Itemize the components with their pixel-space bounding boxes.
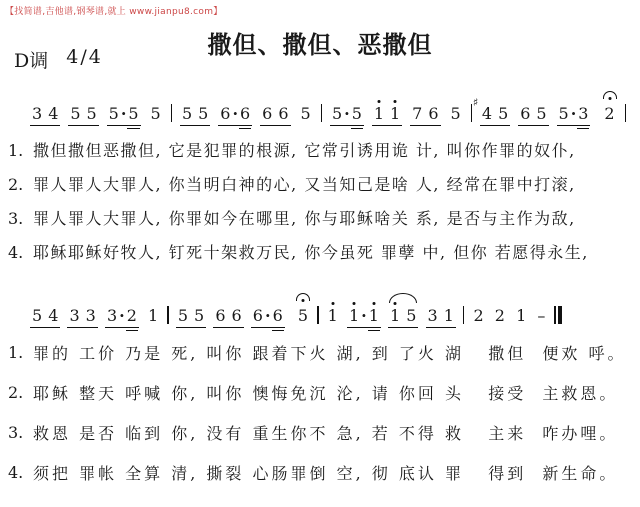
- notation-line-2: [30, 288, 562, 328]
- note-6: 6: [428, 104, 439, 123]
- note-5: 5: [108, 104, 119, 123]
- verses-lower: [8, 342, 640, 502]
- note-group: [107, 106, 141, 126]
- verse-text: 救恩 是否 临到 你, 没有 重生你不 急, 若 不得 救 主来 咋办哩。: [33, 424, 619, 443]
- note-5: 5: [331, 104, 343, 123]
- note-group: [472, 96, 510, 126]
- note-1: 1: [390, 306, 401, 325]
- note-3: 3: [85, 306, 96, 325]
- note-5: 5: [150, 104, 161, 123]
- dot-separator: ·: [120, 104, 127, 123]
- barline: [625, 104, 626, 122]
- note-group: [251, 308, 285, 328]
- final-barline-thin: [554, 306, 555, 324]
- verse-number: 3.: [8, 423, 24, 442]
- note-2: 2: [126, 306, 137, 325]
- verse-number: 2.: [8, 175, 24, 194]
- note-3: 3: [32, 104, 43, 123]
- time-signature: 4/4: [66, 46, 103, 68]
- note-group: [410, 106, 440, 126]
- song-title: 撒但、撒但、恶撒但: [207, 32, 433, 59]
- note-group: [518, 106, 548, 126]
- verse-number: 3.: [8, 209, 24, 228]
- note-5: 5: [450, 104, 461, 123]
- note-3: 3: [427, 306, 438, 325]
- note-3: 3: [69, 306, 80, 325]
- note-group: [372, 106, 402, 126]
- note-group: [298, 106, 312, 126]
- key-time-signature: [14, 46, 103, 73]
- note-group-slurred: [388, 308, 418, 328]
- note-group: [471, 308, 485, 328]
- barline: [171, 104, 172, 122]
- verse-text: 罪人罪人大罪人, 你罪如今在哪里, 你与耶稣啥关 系, 是否与主作为敌,: [33, 209, 576, 228]
- note-group: [146, 308, 160, 328]
- verse-number: 1.: [8, 343, 24, 362]
- barline: [471, 104, 472, 122]
- note-group: [330, 106, 364, 126]
- watermark-text: 【找简谱,吉他谱,钢琴谱,就上 www.jianpu8.com】: [5, 7, 223, 17]
- note-6: 6: [272, 306, 283, 325]
- verse-text: 耶稣耶稣好牧人, 钉死十架救万民, 你今虽死 罪孽 中, 但你 若愿得永生,: [33, 243, 589, 262]
- verse-number: 1.: [8, 141, 24, 160]
- note-group: [180, 106, 210, 126]
- note-group: [535, 308, 547, 328]
- note-1: 1: [443, 306, 454, 325]
- dot-separator: ·: [119, 306, 125, 325]
- verse-number: 4.: [8, 243, 24, 262]
- note-6: 6: [215, 306, 226, 325]
- note-1: 1: [516, 306, 527, 325]
- verse-text: 撒但撒但恶撒但, 它是犯罪的根源, 它常引诱用诡 计, 叫你作罪的奴仆,: [33, 141, 576, 160]
- verse-text: 罪的 工价 乃是 死, 叫你 跟着下火 湖, 到 了火 湖 撒但 便欢 呼。: [33, 344, 627, 363]
- note-group: [426, 308, 456, 328]
- note-7: 7: [412, 104, 423, 123]
- verse-number: 2.: [8, 383, 24, 402]
- verses-upper: [8, 140, 640, 276]
- dot-separator: ·: [344, 104, 350, 123]
- note-1: 1: [348, 306, 360, 325]
- note-group: [30, 308, 60, 328]
- note-2: 2: [494, 306, 505, 325]
- note-5: 5: [536, 104, 547, 123]
- note-group: [213, 308, 243, 328]
- note-5: 5: [558, 104, 569, 123]
- note-group: [292, 308, 310, 328]
- sharp-accidental: ♯: [472, 96, 479, 109]
- note-4: 4: [48, 104, 59, 123]
- verse-text: 罪人罪人大罪人, 你当明白神的心, 又当知己是啥 人, 经常在罪中打滚,: [33, 175, 576, 194]
- dot-separator: ·: [361, 306, 367, 325]
- note-4: 4: [48, 306, 59, 325]
- note-1: 1: [368, 306, 379, 325]
- note-4: ♯ 4: [472, 96, 493, 123]
- note-group: [514, 308, 528, 328]
- note-1: 1: [390, 104, 401, 123]
- note-group: [149, 106, 163, 126]
- barline: [463, 306, 464, 324]
- note-1: 1: [148, 306, 159, 325]
- note-group: [67, 308, 97, 328]
- note-group: [68, 106, 98, 126]
- note-5: 5: [351, 104, 362, 123]
- lyric-line: [8, 208, 640, 230]
- dot-separator: ·: [570, 104, 577, 123]
- note-5: 5: [177, 306, 189, 325]
- note-5: 5: [128, 104, 139, 123]
- lyric-line: [8, 382, 640, 405]
- note-5: 5: [300, 104, 311, 123]
- note-3: 3: [106, 306, 118, 325]
- note-group: [557, 106, 591, 126]
- note-group: [347, 308, 381, 328]
- note-1: 1: [327, 306, 338, 325]
- note-5: 5: [498, 104, 509, 123]
- note-5: 5: [70, 104, 81, 123]
- dot-separator: ·: [232, 104, 239, 123]
- note-6: 6: [262, 104, 273, 123]
- note-group: [326, 308, 340, 328]
- barline: [317, 306, 318, 324]
- note-2: 2: [473, 306, 484, 325]
- note-2: 2: [604, 104, 615, 123]
- verse-text: 须把 罪帐 全算 清, 撕裂 心肠罪倒 空, 彻 底认 罪 得到 新生命。: [33, 464, 619, 483]
- note-group: [30, 106, 60, 126]
- final-barline-thick: [558, 306, 562, 324]
- lyric-line: [8, 242, 640, 264]
- note-5: 5: [297, 306, 309, 325]
- lyric-line: [8, 140, 640, 162]
- verse-number: 4.: [8, 463, 24, 482]
- note-6: 6: [240, 104, 251, 123]
- note-3: 3: [578, 104, 589, 123]
- note-6: 6: [252, 306, 263, 325]
- note-group: [218, 106, 252, 126]
- lyric-line: [8, 422, 640, 445]
- note-5: 5: [194, 306, 205, 325]
- note-1: 1: [373, 104, 385, 123]
- dot-separator: ·: [264, 306, 271, 325]
- lyric-line: [8, 342, 640, 365]
- note-group: [493, 308, 507, 328]
- note-6: 6: [231, 306, 242, 325]
- note-5: 5: [198, 104, 209, 123]
- note-group: [105, 308, 139, 328]
- note-5: 5: [181, 104, 193, 123]
- key-label: D调: [14, 50, 49, 72]
- note-6: 6: [220, 104, 231, 123]
- note-6: 6: [278, 104, 289, 123]
- note-group: [598, 106, 616, 126]
- note-6: 6: [520, 104, 531, 123]
- barline: [167, 306, 168, 324]
- lyric-line: [8, 174, 640, 196]
- final-barline: [554, 306, 561, 324]
- note-5: 5: [86, 104, 97, 123]
- note-5: 5: [406, 306, 417, 325]
- note-group: [448, 106, 462, 126]
- note-group: [176, 308, 206, 328]
- lyric-line: [8, 462, 640, 485]
- notation-line-1: [30, 86, 626, 126]
- note-group: [260, 106, 290, 126]
- verse-text: 耶稣 整天 呼喊 你, 叫你 懊悔免沉 沦, 请 你回 头 接受 主救恩。: [33, 384, 619, 403]
- barline: [321, 104, 322, 122]
- note-5: 5: [32, 306, 43, 325]
- duration-dash: –: [537, 306, 546, 325]
